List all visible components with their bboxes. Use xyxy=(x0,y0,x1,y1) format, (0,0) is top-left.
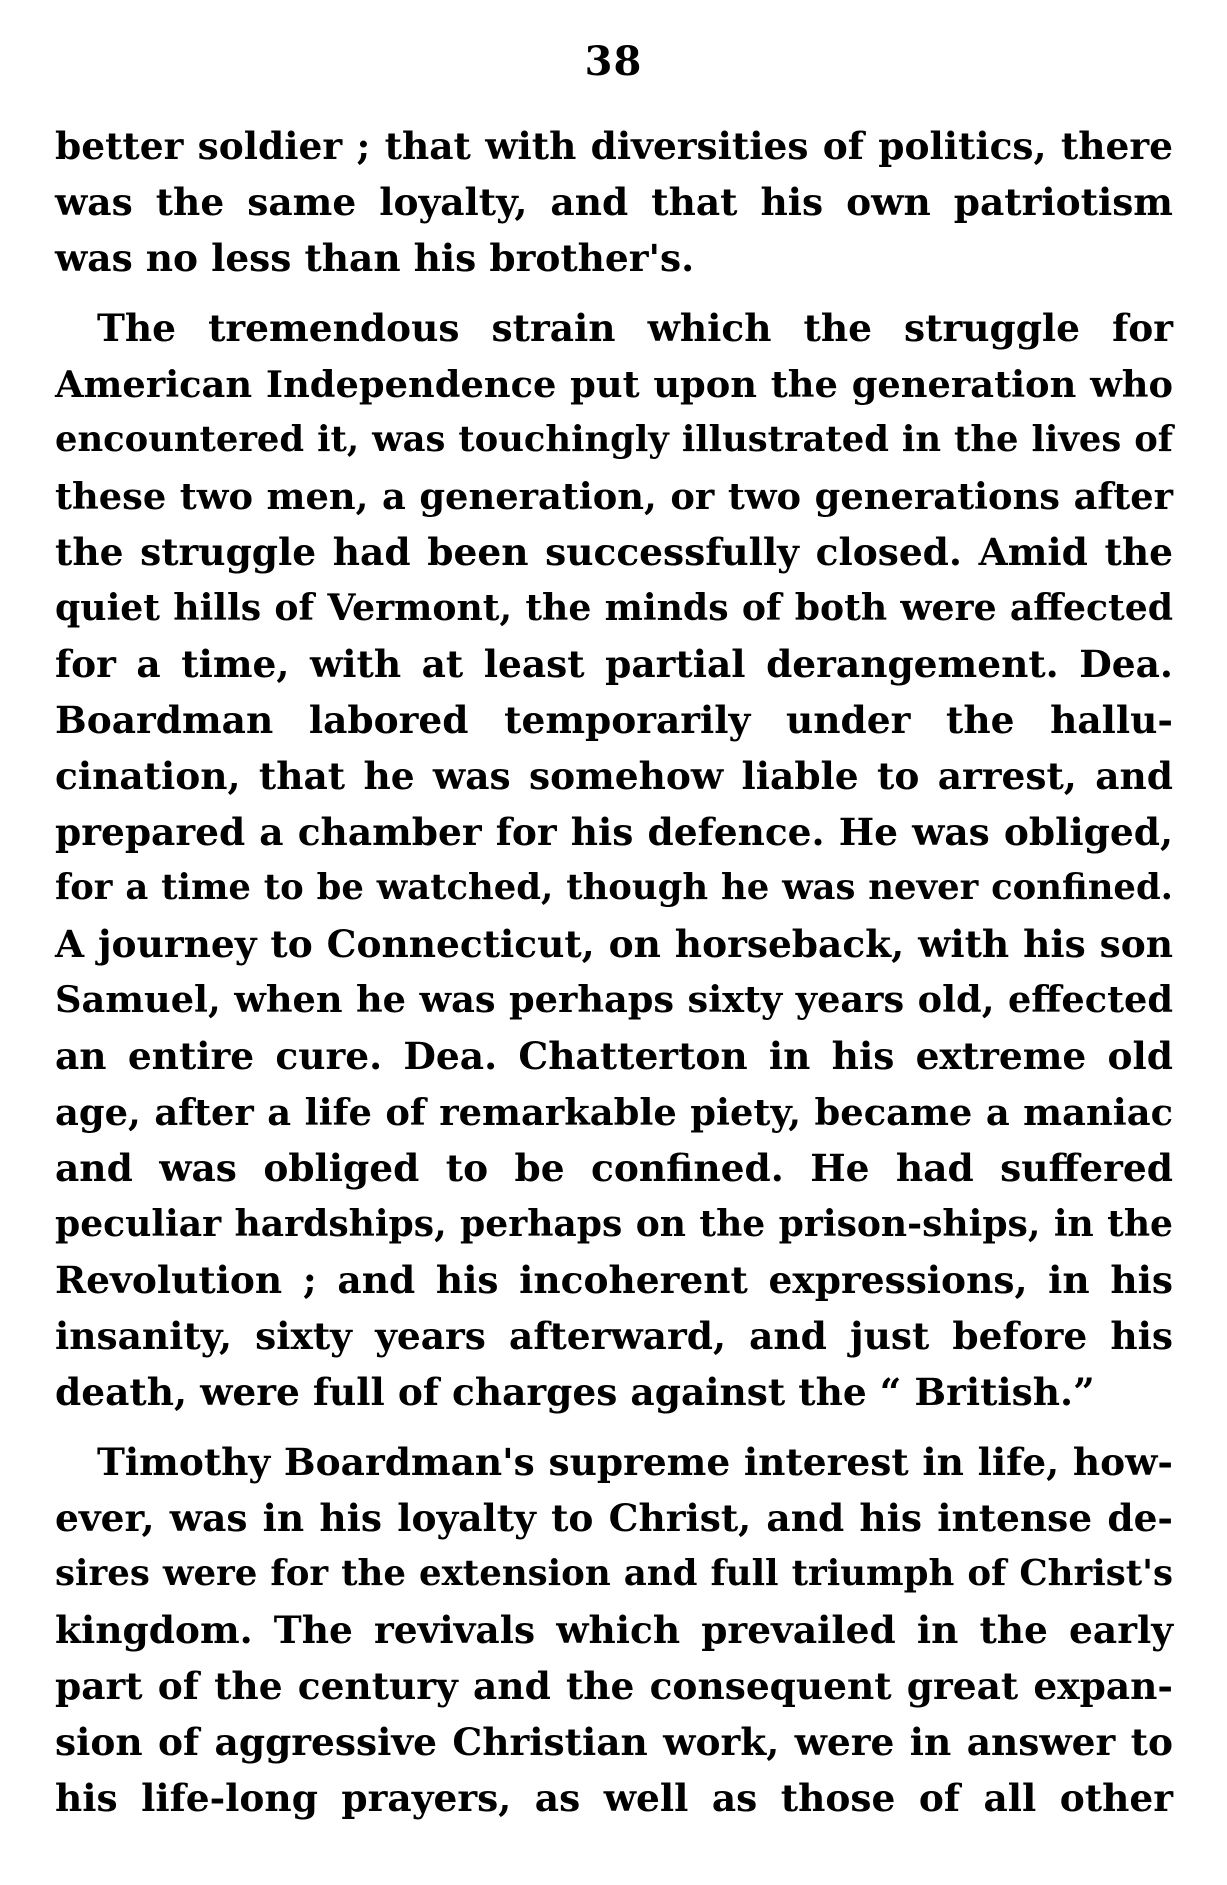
text-line: Samuel, when he was perhaps sixty years old, effected xyxy=(55,978,1173,1021)
text-line: part of the century and the consequent great expan- xyxy=(55,1664,1173,1708)
text-line: death, were full of charges against the “ British.” xyxy=(55,1370,1095,1414)
text-line: prepared a chamber for his defence. He was obliged, xyxy=(55,810,1173,854)
text-line: and was obliged to be confined. He had suffered xyxy=(55,1146,1173,1190)
text-line: kingdom. The revivals which prevailed in the early xyxy=(55,1608,1173,1652)
text-line: these two men, a generation, or two generations after xyxy=(55,474,1173,518)
text-line: for a time to be watched, though he was never confined. xyxy=(55,867,1173,908)
text-line: Timothy Boardman's supreme interest in life, how- xyxy=(97,1440,1173,1484)
text-line: was no less than his brother's. xyxy=(55,236,695,280)
text-line: better soldier ; that with diversities of politics, there xyxy=(55,124,1173,168)
text-line: encountered it, was touchingly illustrated in the lives of xyxy=(55,419,1173,460)
text-line: ever, was in his loyalty to Christ, and his intense de- xyxy=(55,1496,1173,1540)
text-line: age, after a life of remarkable piety, became a maniac xyxy=(55,1090,1173,1134)
text-line: American Independence put upon the generation who xyxy=(55,362,1173,406)
text-line: insanity, sixty years afterward, and just before his xyxy=(55,1314,1173,1358)
text-line: peculiar hardships, perhaps on the prison-ships, in the xyxy=(55,1202,1173,1245)
text-line: for a time, with at least partial derangement. Dea. xyxy=(55,642,1173,686)
text-line: Revolution ; and his incoherent expressions, in his xyxy=(55,1258,1173,1302)
text-line: quiet hills of Vermont, the minds of both were affected xyxy=(55,586,1173,629)
text-line: sires were for the extension and full triumph of Christ's xyxy=(55,1553,1173,1594)
page-number: 38 xyxy=(584,38,643,85)
text-line: the struggle had been successfully closed. Amid the xyxy=(55,530,1173,574)
text-line: his life-long prayers, as well as those of all other xyxy=(55,1776,1173,1820)
text-line: was the same loyalty, and that his own patriotism xyxy=(55,180,1173,224)
text-line: The tremendous strain which the struggle for xyxy=(97,306,1173,350)
text-line: an entire cure. Dea. Chatterton in his extreme old xyxy=(55,1034,1173,1078)
text-line: Boardman labored temporarily under the hallu- xyxy=(55,698,1173,742)
text-line: cination, that he was somehow liable to arrest, and xyxy=(55,754,1173,798)
text-line: A journey to Connecticut, on horseback, with his son xyxy=(55,922,1173,966)
text-line: sion of aggressive Christian work, were in answer to xyxy=(55,1720,1173,1764)
